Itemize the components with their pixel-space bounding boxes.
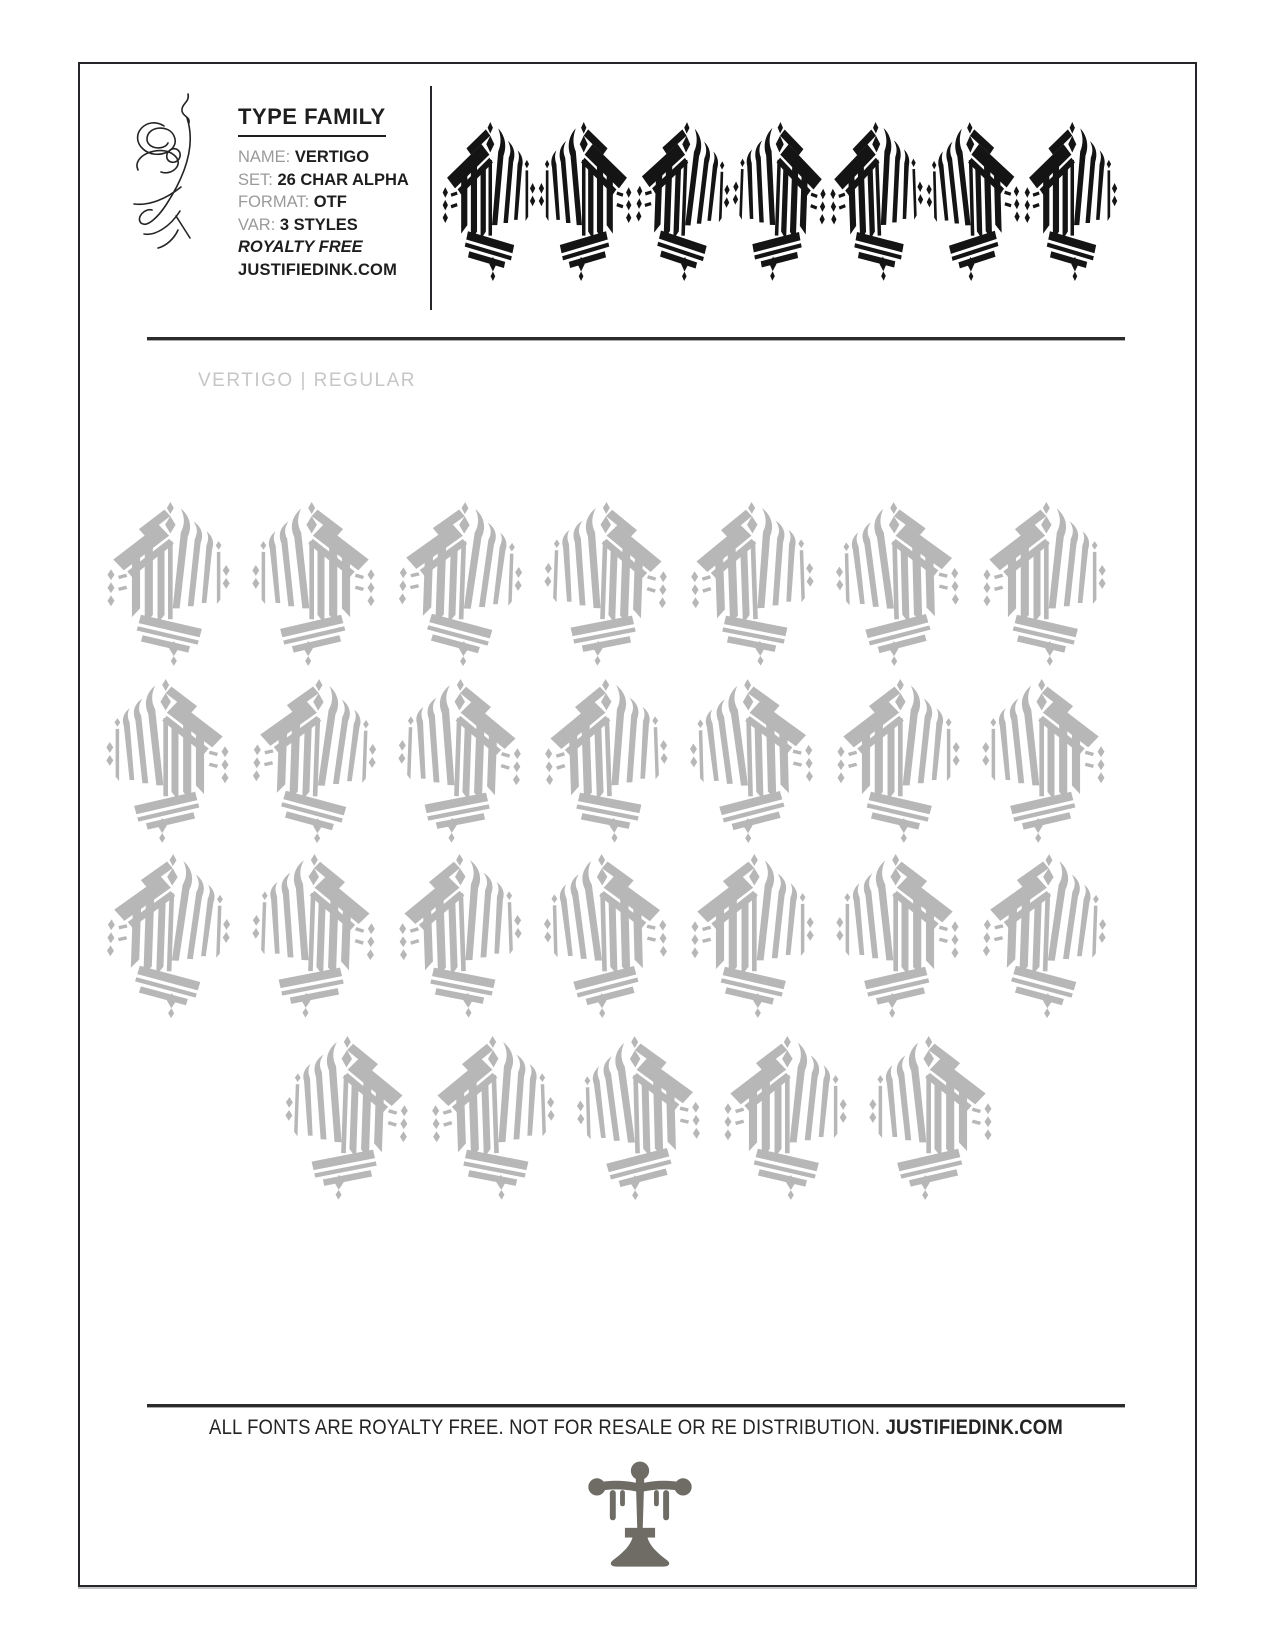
glyph-cell-i [241,679,387,844]
spec-label: NAME: [238,148,295,166]
glyph-row [95,502,1117,667]
glyph-cell-c [387,502,533,667]
glyph-cell-l [679,679,825,844]
specimen-page [78,62,1197,1587]
alphabet-glyph [867,1036,995,1201]
glyph-cell-z [858,1036,1004,1201]
alphabet-glyph [685,500,819,669]
alphabet-glyph [104,679,232,844]
type-family-title: TYPE FAMILY [238,104,386,137]
glyph-cell-p [241,854,387,1019]
alphabet-glyph [539,677,673,846]
spec-label: VAR: [238,215,280,234]
glyph-cell-a [95,502,241,667]
footer-notice-text: ALL FONTS ARE ROYALTY FREE. NOT FOR RESALE OR RE DISTRIBUTION. [209,1416,886,1439]
alphabet-glyph [393,852,527,1021]
website-text: JUSTIFIEDINK.COM [238,260,398,279]
footer-notice [206,1416,1067,1440]
glyph-cell-t [825,854,971,1019]
alphabet-glyph [540,852,672,1020]
alphabet-glyph [686,677,818,845]
alphabet-glyph [721,1036,849,1201]
spec-value: 3 STYLES [279,215,358,234]
glyph-cell-e [679,502,825,667]
alphabet-glyph [980,679,1108,844]
glyph-cell-d [533,502,679,667]
alphabet-glyph [573,1034,705,1202]
spec-value: OTF [313,193,347,211]
alphabet-glyph [688,854,816,1019]
footer-notice-brand: JUSTIFIEDINK.COM [885,1416,1063,1439]
glyph-cell-g [971,502,1117,667]
glyph-cell-v [274,1036,420,1201]
alphabet-glyph [977,852,1111,1021]
spec-label: SET: [238,170,278,189]
glyph-cell-y [712,1036,858,1201]
alphabet-glyph [426,1034,560,1203]
footer-rule [147,1404,1125,1408]
glyph-cell-b [241,502,387,667]
glyph-cell-m [825,679,971,844]
style-label: VERTIGO | REGULAR [198,370,417,391]
alphabet-glyph [280,1034,414,1203]
glyph-cell-q [387,854,533,1019]
glyph-cell-h [95,679,241,844]
alphabet-glyph [104,502,232,667]
alphabet-glyph [101,852,235,1021]
alphabet-glyph [393,500,527,669]
alphabet-glyph [247,852,381,1021]
alphabet-glyph [539,500,673,669]
spec-value: 26 CHAR ALPHA [277,170,409,189]
glyph-cell-r [533,854,679,1019]
alphabet-glyph [250,502,378,667]
alphabet-glyph [834,679,962,844]
glyph-row [95,854,1117,1019]
glyph-grid [80,64,1195,1585]
glyph-row [274,1036,1004,1201]
alphabet-glyph [834,854,962,1019]
glyph-cell-u [971,854,1117,1019]
alphabet-glyph [832,500,964,668]
glyph-cell-x [566,1036,712,1201]
justified-ink-press-icon [586,1460,694,1572]
alphabet-glyph [980,502,1108,667]
spec-value: VERTIGO [294,148,370,166]
glyph-cell-s [679,854,825,1019]
alphabet-glyph [247,677,381,846]
spec-label: FORMAT: [238,193,314,211]
glyph-cell-k [533,679,679,844]
glyph-cell-w [420,1036,566,1201]
glyph-cell-f [825,502,971,667]
glyph-cell-j [387,679,533,844]
glyph-cell-o [95,854,241,1019]
alphabet-glyph [393,677,527,846]
glyph-cell-n [971,679,1117,844]
royalty-note: ROYALTY FREE [238,238,363,256]
glyph-row [95,679,1117,844]
